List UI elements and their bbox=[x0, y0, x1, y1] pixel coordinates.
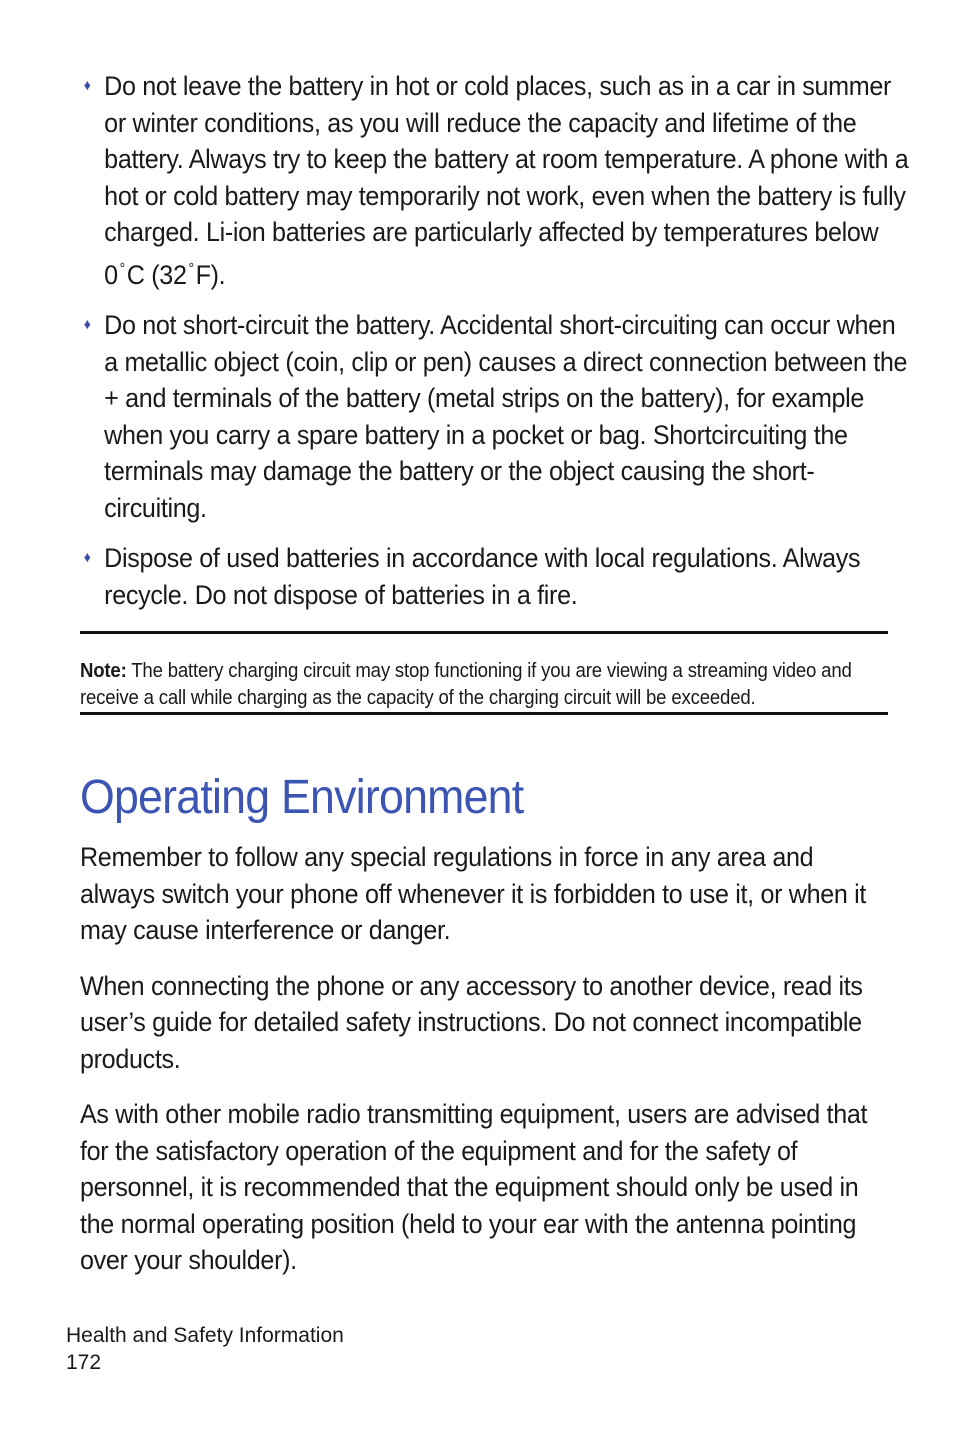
bullet-list bbox=[80, 68, 909, 627]
note-text bbox=[80, 658, 889, 712]
bullet-item-dispose bbox=[80, 540, 909, 613]
section-title: Operating Environment bbox=[80, 771, 524, 824]
bullet-text-part: Do not leave the battery in hot or cold places, such as in a car in summer or winter conditions, as you will reduce the capacity and lifetime of the battery. Always try to keep the battery at room temperature. A phone with a hot or cold battery may temporarily not work, even when the battery is fully charged. Li-ion batteries are particularly affected by temperatures below 0 bbox=[104, 71, 909, 290]
degree-symbol: ° bbox=[188, 259, 194, 277]
bullet-text-part: C (32 bbox=[126, 259, 187, 290]
bullet-text: Dispose of used batteries in accordance with local regulations. Always recycle. Do not dispose of batteries in a fire. bbox=[104, 543, 861, 610]
bullet-text-part: F). bbox=[195, 259, 226, 290]
diamond-bullet-icon: ♦ bbox=[83, 77, 91, 94]
bullet-item-short-circuit bbox=[80, 307, 909, 526]
footer-page-number: 172 bbox=[66, 1351, 102, 1374]
section-paragraphs bbox=[80, 839, 890, 1298]
note-label: Note: bbox=[80, 660, 127, 682]
paragraph: As with other mobile radio transmitting equipment, users are advised that for the satisfactory operation of the equipment and for the safety of personnel, it is recommended that the equipment should only be used in the normal operating position (held to your ear with the antenna pointing over your shoulder). bbox=[80, 1099, 868, 1275]
footer-section-name: Health and Safety Information bbox=[66, 1324, 344, 1347]
page-footer bbox=[66, 1322, 344, 1376]
paragraph: Remember to follow any special regulations in force in any area and always switch your phone off whenever it is forbidden to use it, or when it may cause interference or danger. bbox=[80, 842, 867, 945]
paragraph: When connecting the phone or any accessory to another device, read its user’s guide for detailed safety instructions. Do not connect incompatible products. bbox=[80, 970, 863, 1074]
note-body: The battery charging circuit may stop functioning if you are viewing a streaming video and receive a call while charging as the capacity of the charging circuit will be exceeded. bbox=[80, 660, 852, 709]
note-box bbox=[80, 631, 888, 715]
diamond-bullet-icon: ♦ bbox=[83, 549, 91, 566]
bullet-text: Do not short-circuit the battery. Accidental short-circuiting can occur when a metallic object (coin, clip or pen) causes a direct connection between the + and terminals of the battery (metal strips on the battery), for example when you carry a spare battery in a pocket or bag. Shortcircuiting the terminals may damage the battery or the object causing the short-circuiting. bbox=[104, 310, 908, 523]
bullet-item-battery-temperature bbox=[80, 68, 909, 293]
diamond-bullet-icon: ♦ bbox=[83, 316, 91, 333]
degree-symbol: ° bbox=[119, 259, 125, 277]
